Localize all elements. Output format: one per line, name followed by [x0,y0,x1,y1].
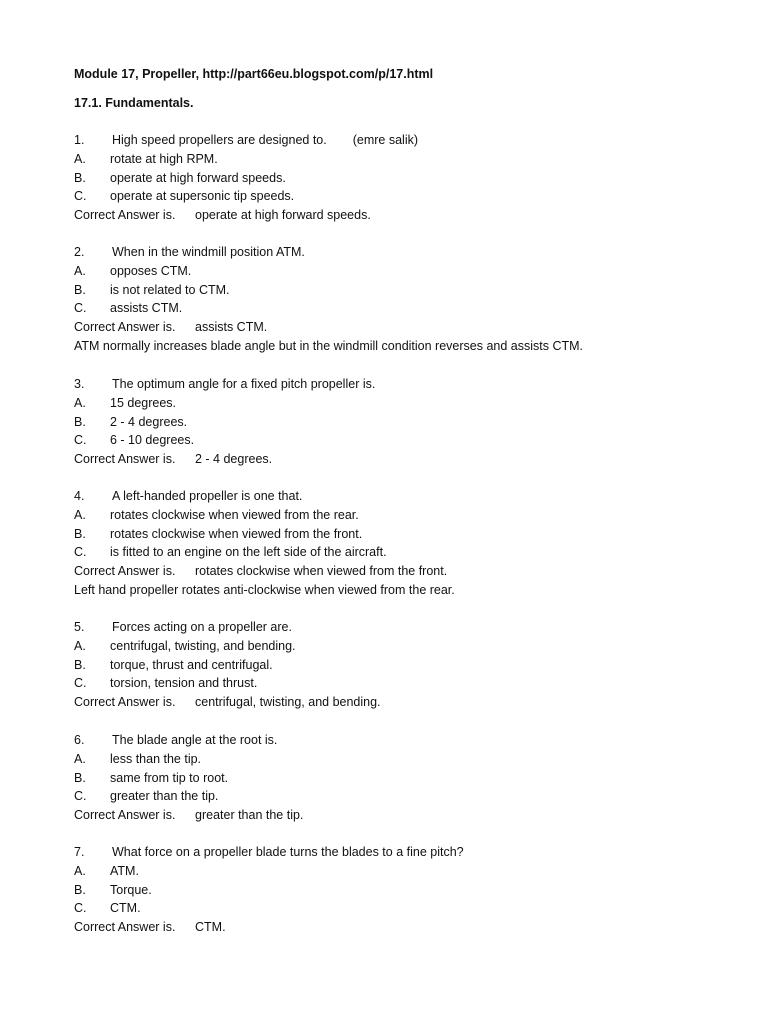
option-row [74,263,694,279]
option-letter: A. [74,395,86,410]
option-text: ATM. [110,863,139,878]
question-number: 4. [74,489,85,503]
option-text: operate at high forward speeds. [110,170,286,185]
option-text: 15 degrees. [110,395,177,410]
option-letter: B. [74,170,86,185]
option-letter: C. [74,789,87,804]
option-row [74,526,694,542]
option-row [74,675,694,691]
question-text: Forces acting on a propeller are. [112,620,292,634]
question-number: 3. [74,377,85,391]
option-row [74,414,694,430]
option-row [74,638,694,654]
question-number: 5. [74,620,85,634]
option-text: assists CTM. [110,301,183,316]
option-text: rotates clockwise when viewed from the rear. [110,507,359,522]
option-letter: B. [74,770,86,785]
question-row [74,376,694,392]
option-row [74,900,694,916]
option-letter: B. [74,282,86,297]
option-letter: C. [74,189,87,204]
answer-value: CTM. [195,920,226,935]
option-letter: C. [74,901,87,916]
option-row [74,151,694,167]
question-row [74,132,694,148]
option-text: torque, thrust and centrifugal. [110,657,273,672]
question-row [74,844,694,860]
question-row [74,488,694,504]
answer-label: Correct Answer is. [74,920,176,935]
option-text: operate at supersonic tip speeds. [110,189,295,204]
option-letter: B. [74,526,86,541]
option-text: Torque. [110,882,152,897]
option-text: is not related to CTM. [110,282,230,297]
answer-label: Correct Answer is. [74,320,176,335]
option-text: greater than the tip. [110,789,219,804]
option-letter: C. [74,545,87,560]
option-row [74,170,694,186]
answer-value: 2 - 4 degrees. [195,452,273,467]
option-letter: A. [74,151,86,166]
answer-value: operate at high forward speeds. [195,208,371,223]
option-letter: B. [74,414,86,429]
module-heading: Module 17, Propeller, http://part66eu.blogspot.com/p/17.html [74,67,434,81]
answer-label: Correct Answer is. [74,452,176,467]
option-row [74,770,694,786]
answer-label: Correct Answer is. [74,695,176,710]
option-letter: C. [74,301,87,316]
option-text: centrifugal, twisting, and bending. [110,638,296,653]
question-row [74,244,694,260]
answer-row [74,207,694,223]
answer-value: greater than the tip. [195,808,304,823]
option-row [74,395,694,411]
option-letter: B. [74,657,86,672]
option-letter: C. [74,676,87,691]
option-row [74,657,694,673]
option-letter: A. [74,751,86,766]
option-text: torsion, tension and thrust. [110,676,258,691]
answer-row [74,919,694,935]
option-row [74,188,694,204]
question-text: A left-handed propeller is one that. [112,489,303,503]
option-row [74,863,694,879]
answer-row [74,807,694,823]
option-text: same from tip to root. [110,770,229,785]
explanation-note: Left hand propeller rotates anti-clockwise when viewed from the rear. [74,583,455,597]
question-number: 6. [74,733,85,747]
question-row [74,732,694,748]
option-text: rotate at high RPM. [110,151,218,166]
answer-row [74,319,694,335]
option-row [74,788,694,804]
option-text: less than the tip. [110,751,202,766]
answer-value: centrifugal, twisting, and bending. [195,695,381,710]
option-row [74,751,694,767]
question-author: (emre salik) [352,133,419,147]
option-text: 2 - 4 degrees. [110,414,188,429]
answer-row [74,563,694,579]
option-text: 6 - 10 degrees. [110,433,195,448]
answer-label: Correct Answer is. [74,808,176,823]
answer-label: Correct Answer is. [74,564,176,579]
option-letter: A. [74,638,86,653]
question-number: 1. [74,133,85,147]
question-number: 2. [74,245,85,259]
question-text: The blade angle at the root is. [112,733,278,747]
option-row [74,300,694,316]
option-text: CTM. [110,901,141,916]
option-text: opposes CTM. [110,263,192,278]
option-row [74,882,694,898]
option-letter: A. [74,863,86,878]
section-heading: 17.1. Fundamentals. [74,96,194,110]
option-row [74,544,694,560]
answer-label: Correct Answer is. [74,208,176,223]
answer-row [74,451,694,467]
option-letter: B. [74,882,86,897]
answer-row [74,694,694,710]
option-letter: C. [74,433,87,448]
option-row [74,507,694,523]
option-row [74,282,694,298]
question-text: High speed propellers are designed to. (emre salik) [112,133,419,147]
answer-value: rotates clockwise when viewed from the front. [195,564,448,579]
option-letter: A. [74,263,86,278]
option-letter: A. [74,507,86,522]
question-text: When in the windmill position ATM. [112,245,305,259]
question-row [74,619,694,635]
question-number: 7. [74,845,85,859]
question-text: What force on a propeller blade turns the blades to a fine pitch? [112,845,464,859]
answer-value: assists CTM. [195,320,268,335]
explanation-note: ATM normally increases blade angle but in the windmill condition reverses and assists CTM. [74,339,584,353]
option-text: is fitted to an engine on the left side of the aircraft. [110,545,387,560]
option-row [74,432,694,448]
question-text: The optimum angle for a fixed pitch propeller is. [112,377,376,391]
option-text: rotates clockwise when viewed from the front. [110,526,363,541]
